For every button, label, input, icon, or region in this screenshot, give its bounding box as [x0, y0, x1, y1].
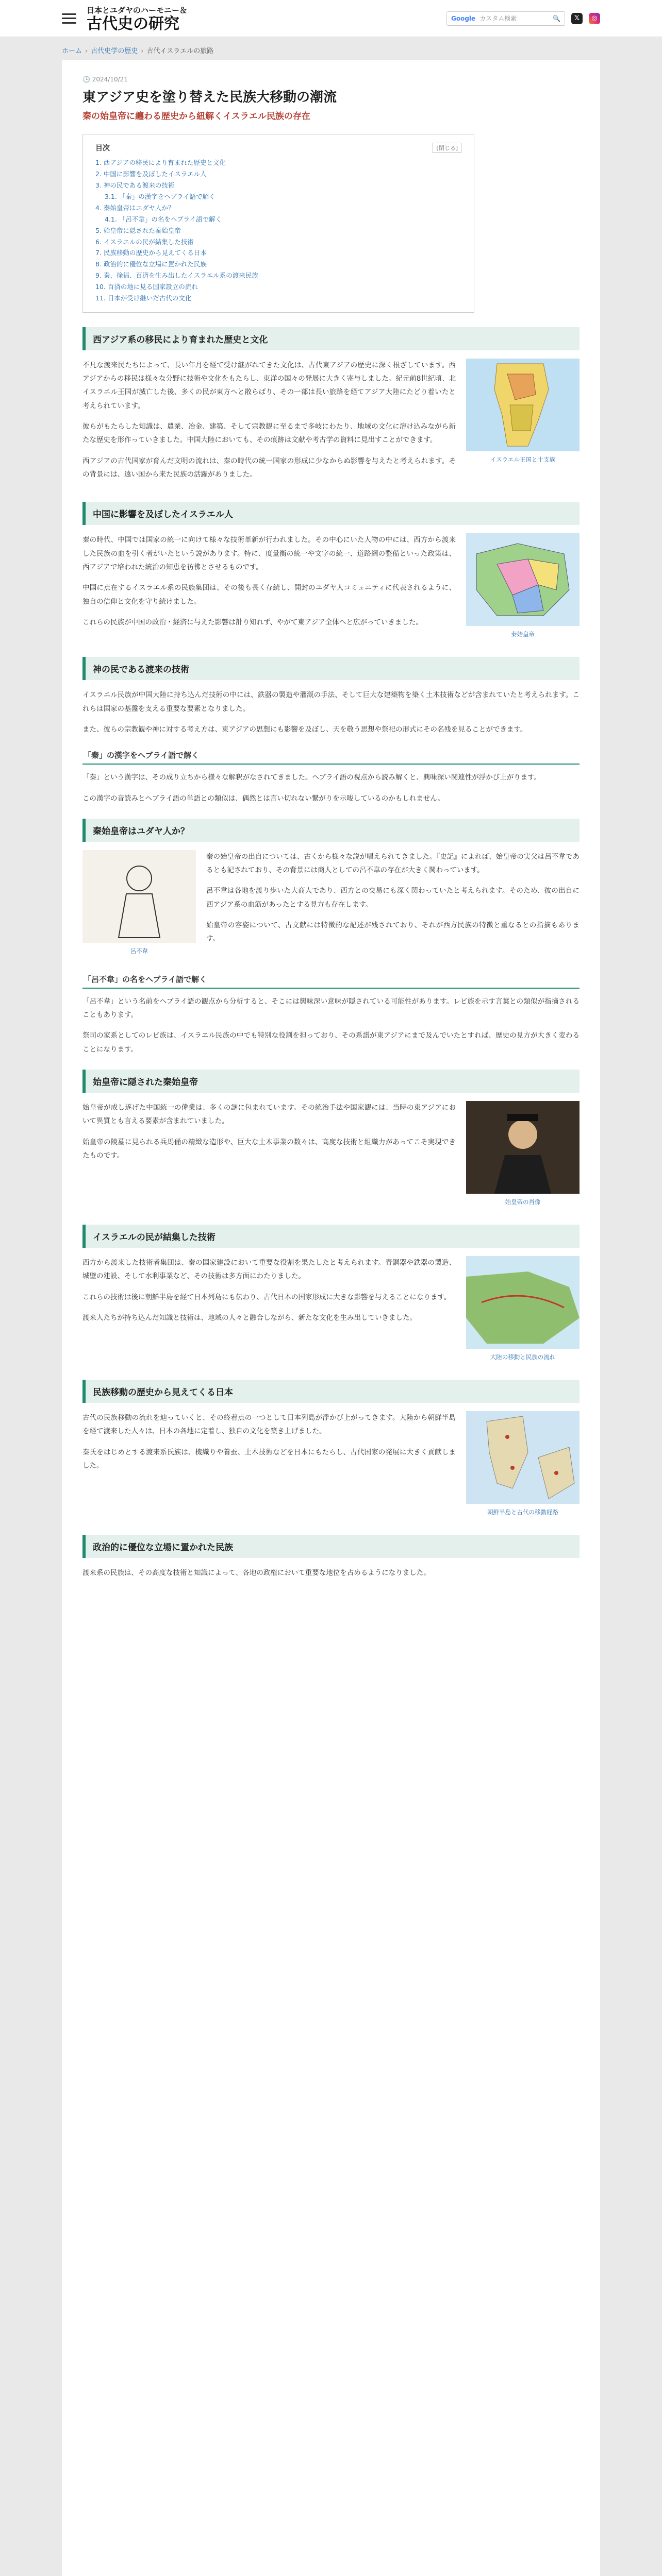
paragraph: 不凡な渡来民たちによって、長い年月を経て受け継がれてきた文化は、古代東アジアの歴史に深く根ざしています。西アジアからの移民は様々な分野に技術や文化をもたらし、東洋の国々の発展に大きく寄与しました。紀元前8世紀頃、北イスラエル王国が滅亡した後、多くの民が東方へと散らばり、その一部は長い旅路を経てアジア大陸にたどり着いたと考えられています。	[82, 361, 456, 410]
paragraph: 始皇帝の陵墓に見られる兵馬俑の精緻な造形や、巨大な土木事業の数々は、高度な技術と組織力があってこそ実現できたものです。	[82, 1138, 456, 1160]
toc-close-button[interactable]: [閉じる]	[433, 143, 461, 153]
article-section	[82, 657, 580, 736]
figure-caption: 朝鮮半島と古代の移動経路	[487, 1509, 558, 1516]
toc-item[interactable]: 4.1. 「呂不韋」の名をヘブライ語で解く	[105, 215, 222, 223]
breadcrumb-item[interactable]: ホーム	[62, 47, 82, 55]
paragraph: この漢字の音読みとヘブライ語の単語との類似は、偶然とは言い切れない繋がりを示唆しているのかもしれません。	[82, 794, 444, 803]
paragraph: また、彼らの宗教観や神に対する考え方は、東アジアの思想にも影響を及ぼし、天を敬う思想や祭祀の形式にその名残を見ることができます。	[82, 725, 527, 734]
search-placeholder: カスタム検索	[479, 15, 517, 22]
toc-item[interactable]: 10. 百済の地に見る国家設立の流れ	[95, 283, 198, 291]
article-section	[82, 502, 580, 643]
paragraph: 西方から渡来した技術者集団は、秦の国家建設において重要な役割を果たしたと考えられます。青銅器や鉄器の製造、城壁の建設、そして水利事業など、その技術は多方面にわたりました。	[82, 1259, 456, 1281]
post-date: 🕒 2024/10/21	[82, 76, 128, 83]
section-heading: イスラエルの民が結集した技術	[82, 1225, 580, 1248]
subsection-heading: 「秦」の漢字をヘブライ語で解く	[82, 747, 580, 765]
figure	[82, 850, 196, 955]
section-heading: 始皇帝に隠された秦始皇帝	[82, 1070, 580, 1093]
article-section	[82, 819, 580, 960]
site-header	[0, 0, 662, 37]
figure-caption: 呂不韋	[130, 947, 148, 955]
figure	[466, 533, 580, 638]
article	[62, 60, 600, 2576]
paragraph: 始皇帝が成し遂げた中国統一の偉業は、多くの謎に包まれています。その統治手法や国家観には、当時の東アジアにおいて異質とも言える要素が含まれていました。	[82, 1104, 456, 1126]
section-heading: 政治的に優位な立場に置かれた民族	[82, 1535, 580, 1558]
toc-item[interactable]: 3. 神の民である渡来の技術	[95, 181, 175, 190]
breadcrumb-item[interactable]: 古代史学の歴史	[91, 47, 138, 55]
toc-item[interactable]: 11. 日本が受け継いだ古代の文化	[95, 294, 192, 302]
figure-image	[82, 850, 196, 943]
figure-caption: 秦始皇帝	[511, 631, 535, 638]
paragraph: これらの技術は後に朝鮮半島を経て日本列島にも伝わり、古代日本の国家形成に大きな影響を与えることになります。	[82, 1293, 451, 1301]
paragraph: 始皇帝の容姿について、古文献には特徴的な記述が残されており、それが西方民族の特徴と重なるとの指摘もあります。	[206, 921, 580, 943]
paragraph: 渡来系の民族は、その高度な技術と知識によって、各地の政権において重要な地位を占めるようになりました。	[82, 1569, 431, 1578]
google-logo: Google	[451, 14, 476, 22]
article-section	[82, 1535, 580, 1580]
figure	[466, 1256, 580, 1361]
brand-subtitle: 日本とユダヤのハーモニー＆	[87, 5, 188, 15]
paragraph: これらの民族が中国の政治・経済に与えた影響は計り知れず、やがて東アジア全体へと広がっていきました。	[82, 618, 423, 626]
table-of-contents	[82, 134, 474, 312]
figure	[466, 359, 580, 464]
paragraph: 秦の時代、中国では国家の統一に向けて様々な技術革新が行われました。その中心にいた人物の中には、西方から渡来した民族の血を引く者がいたという説があります。特に、度量衡の統一や文字の統一、道路網の整備といった政策は、西アジアで培われた統治の知恵を彷彿とさせるものです。	[82, 536, 456, 571]
figure	[466, 1411, 580, 1516]
article-body	[82, 327, 580, 1580]
paragraph: 彼らがもたらした知識は、農業、冶金、建築、そして宗教観に至るまで多岐にわたり、地域の文化に溶け込みながら新たな歴史を形作っていきました。中国大陸においても、その痕跡は文献や考古学の資料に見出すことができます。	[82, 422, 456, 445]
paragraph: 中国に点在するイスラエル系の民族集団は、その後も長く存続し、開封のユダヤ人コミュニティに代表されるように、独自の信仰と文化を守り続けました。	[82, 584, 456, 606]
toc-item[interactable]: 1. 西アジアの移民により育まれた歴史と文化	[95, 159, 226, 167]
paragraph: 西アジアの古代国家が育んだ文明の流れは、秦の時代の統一国家の形成に少なからぬ影響を与えたと考えられます。その背景には、遠い国から来た民族の活躍がありました。	[82, 456, 456, 479]
site-brand[interactable]	[87, 5, 187, 32]
section-heading: 西アジア系の移民により育まれた歴史と文化	[82, 327, 580, 350]
section-heading: 中国に影響を及ぼしたイスラエル人	[82, 502, 580, 525]
toc-item[interactable]: 9. 秦、徐福、百済を生み出したイスラエル系の渡来民族	[95, 272, 258, 280]
paragraph: 秦の始皇帝の出自については、古くから様々な説が唱えられてきました。『史記』によれば、始皇帝の実父は呂不韋であるとも記されており、その背景には商人としての呂不韋の存在が大きく関わっています。	[206, 852, 580, 875]
figure-image	[466, 359, 580, 451]
x-icon[interactable]: 𝕏	[571, 13, 583, 24]
brand-title: 古代史の研究	[87, 14, 179, 33]
toc-list	[95, 157, 461, 303]
paragraph: 「秦」という漢字は、その成り立ちから様々な解釈がなされてきました。ヘブライ語の視点から読み解くと、興味深い関連性が浮かび上がります。	[82, 773, 541, 782]
article-section	[82, 1070, 580, 1211]
toc-item[interactable]: 3.1. 「秦」の漢字をヘブライ語で解く	[105, 193, 216, 201]
toc-item[interactable]: 7. 民族移動の歴史から見えてくる日本	[95, 249, 207, 257]
figure-caption: 始皇帝の肖像	[505, 1198, 541, 1206]
subsection-heading: 「呂不韋」の名をヘブライ語で解く	[82, 971, 580, 989]
page-subtitle: 秦の始皇帝に纏わる歴史から紐解くイスラエル民族の存在	[82, 111, 310, 122]
toc-item[interactable]: 5. 始皇帝に隠された秦始皇帝	[95, 226, 181, 234]
toc-item[interactable]: 4. 秦始皇帝はユダヤ人か？	[95, 204, 175, 212]
paragraph: 呂不韋は各地を渡り歩いた大商人であり、西方との交易にも深く関わっていたと考えられます。そのため、彼の出自に西アジア系の血筋があったとする見方も存在します。	[206, 887, 580, 909]
figure-image	[466, 1411, 580, 1504]
toc-item[interactable]: 2. 中国に影響を及ぼしたイスラエル人	[95, 170, 207, 178]
toc-item[interactable]: 6. イスラエルの民が結集した技術	[95, 238, 194, 246]
paragraph: 渡来人たちが持ち込んだ知識と技術は、地域の人々と融合しながら、新たな文化を生み出していきました。	[82, 1314, 417, 1323]
figure-image	[466, 533, 580, 626]
breadcrumb-item: 古代イスラエルの旅路	[146, 47, 214, 55]
search-input[interactable]	[446, 11, 565, 26]
paragraph: 秦氏をはじめとする渡来系氏族は、機織りや養蚕、土木技術などを日本にもたらし、古代国家の発展に大きく貢献しました。	[82, 1448, 456, 1470]
figure-caption: 大陸の移動と民族の流れ	[490, 1353, 556, 1361]
toc-item[interactable]: 8. 政治的に優位な立場に置かれた民族	[95, 260, 207, 268]
paragraph: 祭司の家系としてのレビ族は、イスラエル民族の中でも特別な役割を担っており、その系譜が東アジアにまで及んでいたとすれば、歴史の見方が大きく変わることになります。	[82, 1031, 580, 1054]
instagram-icon[interactable]: ◎	[589, 13, 600, 24]
article-section	[82, 1380, 580, 1521]
figure-image	[466, 1256, 580, 1349]
figure	[466, 1101, 580, 1206]
figure-caption: イスラエル王国と十支族	[490, 455, 556, 463]
search-icon[interactable]: 🔍	[553, 14, 560, 22]
article-section	[82, 327, 580, 489]
hamburger-menu-icon[interactable]	[62, 13, 76, 24]
section-heading: 秦始皇帝はユダヤ人か？	[82, 819, 580, 842]
article-section	[82, 747, 580, 805]
article-section	[82, 1225, 580, 1366]
figure-image	[466, 1101, 580, 1194]
paragraph: イスラエル民族が中国大陸に持ち込んだ技術の中には、鉄器の製造や灌漑の手法、そして巨大な建築物を築く土木技術などが含まれていたと考えられます。これらは国家の基盤を支える重要な要素となりました。	[82, 691, 580, 713]
section-heading: 民族移動の歴史から見えてくる日本	[82, 1380, 580, 1403]
section-heading: 神の民である渡来の技術	[82, 657, 580, 680]
toc-title: 目次	[95, 144, 110, 153]
article-section	[82, 971, 580, 1056]
paragraph: 古代の民族移動の流れを辿っていくと、その終着点の一つとして日本列島が浮かび上がってきます。大陸から朝鮮半島を経て渡来した人々は、日本の各地に定着し、独自の文化を築き上げました。	[82, 1414, 456, 1436]
breadcrumb	[62, 45, 600, 55]
breadcrumb-separator: ›	[141, 47, 144, 55]
breadcrumb-separator: ›	[85, 47, 88, 55]
page-title: 東アジア史を塗り替えた民族大移動の潮流	[82, 90, 337, 105]
paragraph: 「呂不韋」という名前をヘブライ語の観点から分析すると、そこには興味深い意味が隠されている可能性があります。レビ族を示す言葉との類似が指摘されることもあります。	[82, 997, 580, 1020]
